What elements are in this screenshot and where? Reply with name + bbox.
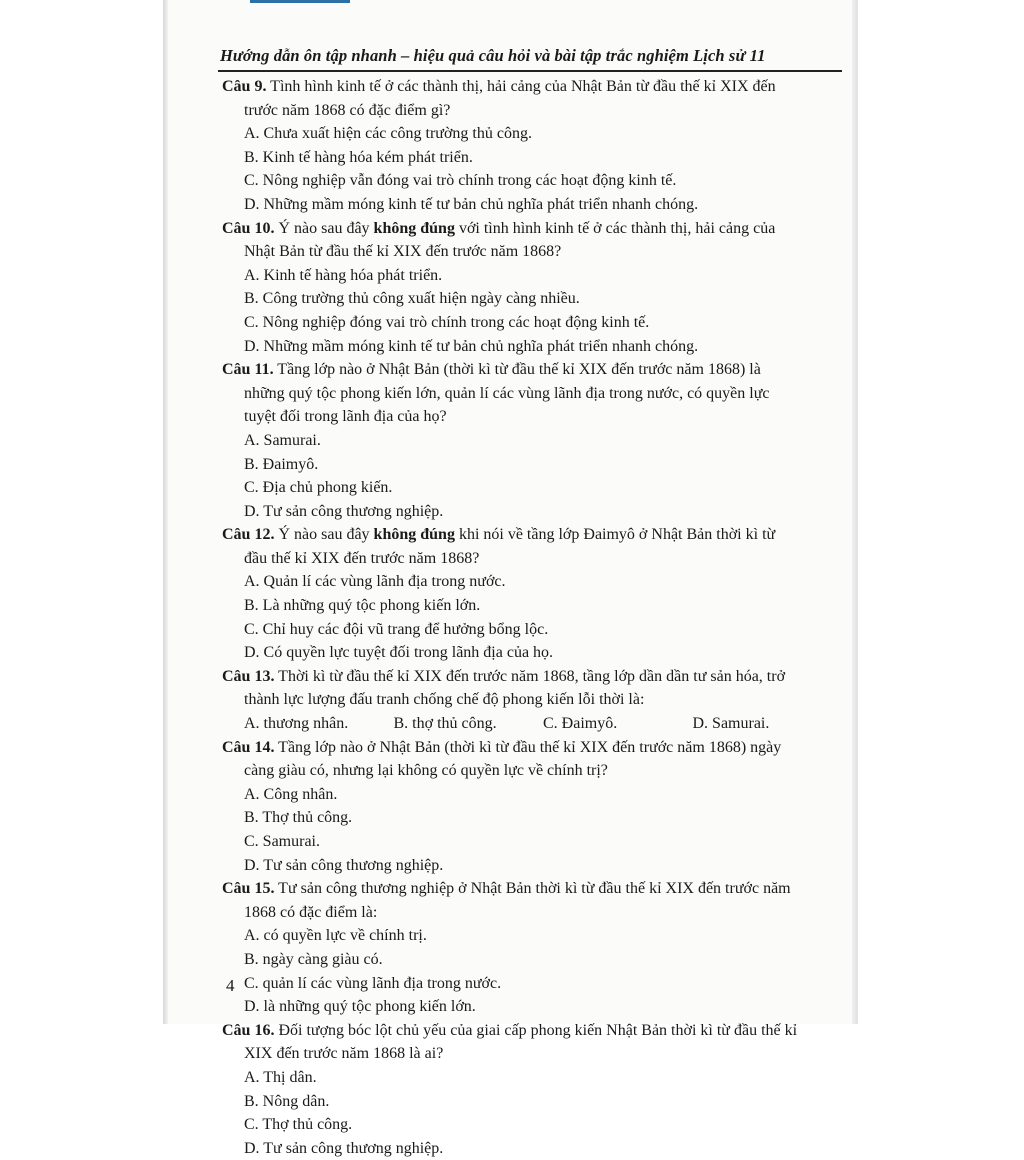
question-list [222, 75, 842, 1160]
question-13 [222, 665, 842, 736]
question-number: Câu 14. [222, 738, 275, 756]
question-11 [222, 358, 842, 523]
answer-option: C. Nông nghiệp vẫn đóng vai trò chính trong các hoạt động kinh tế. [244, 172, 677, 190]
question-text: Tầng lớp nào ở Nhật Bản (thời kì từ đầu thế kỉ XIX đến trước năm 1868) ngày [278, 738, 782, 756]
answer-option: A. thương nhân. [244, 715, 349, 733]
question-text-cont: 1868 có đặc điểm là: [244, 903, 378, 921]
answer-option: B. Là những quý tộc phong kiến lớn. [244, 597, 481, 615]
question-text-cont: những quý tộc phong kiến lớn, quản lí các vùng lãnh địa trong nước, có quyền lực [244, 384, 770, 402]
answer-option: C. Thợ thủ công. [244, 1116, 353, 1134]
question-number: Câu 11. [222, 361, 274, 379]
question-text-cont: trước năm 1868 có đặc điểm gì? [244, 101, 451, 119]
question-text-cont: tuyệt đối trong lãnh địa của họ? [244, 408, 447, 426]
question-10 [222, 217, 842, 359]
question-text-cont: thành lực lượng đấu tranh chống chế độ phong kiến lỗi thời là: [244, 691, 645, 709]
answer-option: C. Địa chủ phong kiến. [244, 479, 393, 497]
answer-option: A. Samurai. [244, 431, 321, 449]
question-text: với tình hình kinh tế ở các thành thị, hải cảng của [458, 219, 776, 237]
answer-option: C. Đaimyô. [543, 715, 618, 733]
answer-option: D. là những quý tộc phong kiến lớn. [244, 998, 476, 1016]
top-color-mark [250, 0, 350, 3]
answer-option: B. Đaimyô. [244, 455, 319, 473]
question-text: Tầng lớp nào ở Nhật Bản (thời kì từ đầu thế kỉ XIX đến trước năm 1868) là [277, 361, 761, 379]
answer-option: D. Samurai. [692, 715, 770, 733]
answer-option: C. Nông nghiệp đóng vai trò chính trong các hoạt động kinh tế. [244, 313, 650, 331]
answer-option: A. Quản lí các vùng lãnh địa trong nước. [244, 573, 506, 591]
answer-option: D. Những mầm móng kinh tế tư bản chủ nghĩa phát triển nhanh chóng. [244, 195, 699, 213]
question-text-cont: Nhật Bản từ đầu thế kỉ XIX đến trước năm 1868? [244, 243, 562, 261]
question-16 [222, 1019, 842, 1160]
answer-option: A. Kinh tế hàng hóa phát triển. [244, 266, 443, 284]
question-12 [222, 523, 842, 665]
answer-option: A. Công nhân. [244, 785, 338, 803]
question-text-cont: đầu thế kỉ XIX đến trước năm 1868? [244, 549, 480, 567]
running-header: Hướng dẫn ôn tập nhanh – hiệu quả câu hỏi và bài tập trắc nghiệm Lịch sử 11 [220, 46, 766, 65]
answer-option: C. Chỉ huy các đội vũ trang để hưởng bổng lộc. [244, 620, 549, 638]
question-number: Câu 16. [222, 1021, 275, 1039]
answer-option: C. quản lí các vùng lãnh địa trong nước. [244, 974, 502, 992]
question-14 [222, 736, 842, 878]
question-text: Tình hình kinh tế ở các thành thị, hải cảng của Nhật Bản từ đầu thế kỉ XIX đến [270, 78, 776, 95]
page-margin-left [0, 0, 168, 1024]
question-text: Thời kì từ đầu thế kỉ XIX đến trước năm 1868, tầng lớp dần dần tư sản hóa, trở [278, 667, 786, 685]
header-rule [218, 70, 842, 72]
question-text: Tư sản công thương nghiệp ở Nhật Bản thời kì từ đầu thế kỉ XIX đến trước năm [278, 880, 791, 898]
answer-option: B. ngày càng giàu có. [244, 950, 383, 968]
question-number: Câu 15. [222, 880, 275, 898]
question-number: Câu 13. [222, 667, 275, 685]
question-15 [222, 877, 842, 1019]
emphasis-text: không đúng [373, 526, 455, 544]
emphasis-text: không đúng [373, 219, 455, 237]
answer-option: B. Thợ thủ công. [244, 809, 353, 827]
answer-option: A. có quyền lực về chính trị. [244, 927, 427, 945]
answer-option: D. Tư sản công thương nghiệp. [244, 502, 444, 520]
question-number: Câu 12. [222, 526, 275, 544]
answer-option: A. Thị dân. [244, 1068, 317, 1086]
answer-option: D. Có quyền lực tuyệt đối trong lãnh địa của họ. [244, 644, 554, 662]
answer-option: D. Tư sản công thương nghiệp. [244, 1139, 444, 1157]
page-number: 4 [226, 976, 235, 995]
question-number: Câu 10. [222, 219, 275, 237]
question-text-cont: XIX đến trước năm 1868 là ai? [244, 1045, 444, 1063]
answer-option: B. thợ thủ công. [393, 715, 497, 733]
question-text: Ý nào sau đây [278, 526, 370, 544]
answer-option: D. Những mầm móng kinh tế tư bản chủ nghĩa phát triển nhanh chóng. [244, 337, 699, 355]
question-text: Đối tượng bóc lột chủ yếu của giai cấp phong kiến Nhật Bản thời kì từ đầu thế kỉ [278, 1021, 798, 1039]
page-margin-right [858, 0, 1024, 1024]
answer-option: B. Nông dân. [244, 1092, 330, 1110]
answer-option: C. Samurai. [244, 833, 320, 850]
question-9 [222, 75, 842, 217]
answer-option: D. Tư sản công thương nghiệp. [244, 856, 444, 874]
answer-option: A. Chưa xuất hiện các công trường thủ công. [244, 125, 532, 143]
question-text: Ý nào sau đây [278, 219, 370, 237]
question-text: khi nói về tầng lớp Đaimyô ở Nhật Bản thời kì từ [458, 526, 776, 544]
question-number: Câu 9. [222, 78, 267, 95]
answer-option: B. Kinh tế hàng hóa kém phát triển. [244, 148, 473, 166]
answer-option: B. Công trường thủ công xuất hiện ngày càng nhiều. [244, 290, 580, 308]
question-text-cont: càng giàu có, nhưng lại không có quyền lực về chính trị? [244, 762, 608, 780]
